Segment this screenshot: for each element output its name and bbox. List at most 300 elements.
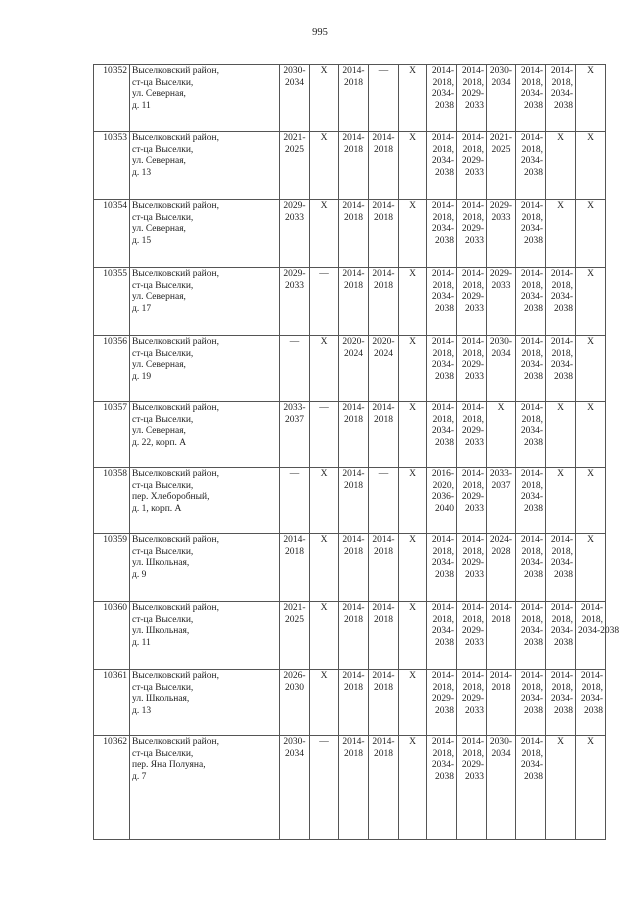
period-line: 2014- bbox=[520, 66, 543, 76]
period-line: 2018 bbox=[344, 546, 363, 557]
period-cell bbox=[427, 534, 457, 602]
period-line: 2020, bbox=[432, 480, 454, 491]
period-cell bbox=[516, 402, 546, 468]
period-line: 2034 bbox=[285, 77, 304, 88]
period-line: 2030- bbox=[283, 737, 306, 747]
period-line: 2029- bbox=[461, 89, 484, 99]
period-line: — bbox=[319, 737, 329, 747]
row-number: 10359 bbox=[94, 534, 130, 602]
period-line: 2038 bbox=[435, 705, 454, 716]
period-cell bbox=[280, 736, 310, 840]
period-line: 2029- bbox=[283, 269, 306, 279]
period-line: X bbox=[409, 201, 416, 211]
period-cell bbox=[280, 268, 310, 336]
period-line: 2014- bbox=[372, 133, 395, 143]
address-line: д. 7 bbox=[132, 771, 147, 782]
period-cell bbox=[546, 200, 576, 268]
period-line: 2029- bbox=[461, 558, 484, 568]
table-row bbox=[94, 132, 606, 200]
period-cell bbox=[339, 402, 369, 468]
period-line: 2018, bbox=[432, 682, 454, 693]
period-line: 2034- bbox=[431, 360, 454, 370]
period-cell bbox=[576, 534, 606, 602]
table-row bbox=[94, 670, 606, 736]
period-line: 2038 bbox=[524, 705, 543, 716]
address-cell bbox=[130, 736, 280, 840]
period-line: 2029- bbox=[461, 360, 484, 370]
period-cell bbox=[399, 268, 427, 336]
period-line: 2014- bbox=[550, 603, 573, 613]
period-line: 2018 bbox=[374, 546, 393, 557]
period-line: 2028 bbox=[491, 546, 511, 557]
address-line: ст-ца Выселки, bbox=[132, 414, 194, 425]
period-line: 2018, bbox=[521, 280, 543, 291]
table-row bbox=[94, 402, 606, 468]
period-line: 2038 bbox=[435, 371, 454, 382]
period-cell bbox=[280, 336, 310, 402]
address-line: ул. Северная, bbox=[132, 426, 186, 436]
address-line: Выселковский район, bbox=[132, 403, 219, 413]
period-line: 2033 bbox=[285, 280, 304, 291]
period-line: 2014- bbox=[431, 133, 454, 143]
period-line: 2014- bbox=[550, 66, 573, 76]
period-cell bbox=[427, 336, 457, 402]
period-line: 2029- bbox=[431, 694, 454, 704]
address-line: ул. Школьная, bbox=[132, 626, 190, 636]
period-line: 2014- bbox=[489, 603, 513, 613]
period-line: 2033 bbox=[491, 212, 511, 223]
period-line: 2034- bbox=[520, 156, 543, 166]
period-cell bbox=[487, 132, 516, 200]
period-line: 2018 bbox=[344, 614, 363, 625]
period-line: 2021- bbox=[283, 603, 306, 613]
row-number: 10355 bbox=[94, 268, 130, 336]
period-line: 2018 bbox=[344, 480, 363, 491]
period-line: 2018 bbox=[374, 682, 393, 693]
period-line: 2014- bbox=[461, 133, 484, 143]
address-cell bbox=[130, 65, 280, 132]
address-line: ул. Школьная, bbox=[132, 694, 190, 704]
period-line: 2018, bbox=[581, 614, 603, 625]
address-cell bbox=[130, 602, 280, 670]
period-cell bbox=[310, 336, 339, 402]
period-cell bbox=[457, 200, 487, 268]
period-cell bbox=[280, 402, 310, 468]
period-line: X bbox=[587, 535, 594, 545]
period-cell bbox=[280, 65, 310, 132]
address-line: ст-ца Выселки, bbox=[132, 144, 194, 155]
period-cell bbox=[576, 200, 606, 268]
period-line: 2033 bbox=[465, 371, 484, 382]
period-cell bbox=[427, 468, 457, 534]
period-cell bbox=[427, 65, 457, 132]
period-line: 2020- bbox=[372, 337, 395, 347]
period-cell bbox=[339, 670, 369, 736]
row-number: 10354 bbox=[94, 200, 130, 268]
period-line: 2034 bbox=[491, 748, 511, 759]
period-line: 2018, bbox=[551, 546, 573, 557]
address-line: ст-ца Выселки, bbox=[132, 614, 194, 625]
period-cell bbox=[339, 602, 369, 670]
address-line: Выселковский район, bbox=[132, 737, 219, 747]
period-line: 2014- bbox=[520, 469, 543, 479]
period-line: 2034- bbox=[431, 292, 454, 302]
address-line: д. 15 bbox=[132, 235, 152, 246]
period-cell bbox=[310, 736, 339, 840]
period-line: 2029- bbox=[489, 201, 513, 211]
period-line: 2018, bbox=[462, 77, 484, 88]
period-line: 2018, bbox=[462, 682, 484, 693]
period-line: X bbox=[587, 403, 594, 413]
period-line: 2018 bbox=[344, 77, 363, 88]
period-cell bbox=[399, 736, 427, 840]
period-cell bbox=[399, 65, 427, 132]
period-line: 2018, bbox=[462, 280, 484, 291]
address-cell bbox=[130, 268, 280, 336]
period-line: 2018, bbox=[521, 212, 543, 223]
period-line: 2034- bbox=[520, 694, 543, 704]
period-line: 2018, bbox=[462, 144, 484, 155]
period-cell bbox=[576, 602, 620, 670]
period-cell bbox=[516, 336, 546, 402]
table-row bbox=[94, 336, 606, 402]
period-cell bbox=[339, 200, 369, 268]
period-line: 2030 bbox=[285, 682, 304, 693]
period-cell bbox=[516, 602, 546, 670]
period-line: 2034- bbox=[431, 626, 454, 636]
period-line: 2014- bbox=[342, 66, 365, 76]
row-number: 10353 bbox=[94, 132, 130, 200]
period-cell bbox=[369, 602, 399, 670]
period-line: 2029- bbox=[461, 156, 484, 166]
row-number: 10356 bbox=[94, 336, 130, 402]
address-line: ул. Школьная, bbox=[132, 558, 190, 568]
period-line: X bbox=[409, 133, 416, 143]
period-cell bbox=[516, 468, 546, 534]
period-line: 2033 bbox=[285, 212, 304, 223]
period-line: 2014- bbox=[461, 469, 484, 479]
period-line: 2018, bbox=[432, 546, 454, 557]
period-cell bbox=[546, 602, 576, 670]
period-line: 2018, bbox=[521, 480, 543, 491]
period-cell bbox=[487, 268, 516, 336]
period-line: 2018 bbox=[344, 212, 363, 223]
period-line: 2033 bbox=[465, 303, 484, 314]
period-line: 2018, bbox=[551, 348, 573, 359]
address-line: Выселковский район, bbox=[132, 671, 219, 681]
period-line: 2025 bbox=[285, 614, 304, 625]
row-number: 10360 bbox=[94, 602, 130, 670]
period-line: 2014- bbox=[461, 269, 484, 279]
period-line: X bbox=[320, 337, 328, 347]
period-cell bbox=[399, 670, 427, 736]
address-line: д. 1, корп. А bbox=[132, 503, 182, 514]
address-line: ст-ца Выселки, bbox=[132, 348, 194, 359]
period-line: 2018, bbox=[432, 77, 454, 88]
period-line: 2014- bbox=[431, 269, 454, 279]
period-cell bbox=[457, 602, 487, 670]
period-line: X bbox=[557, 201, 564, 211]
period-line: 2033 bbox=[465, 771, 484, 782]
period-cell bbox=[546, 736, 576, 840]
period-line: 2024- bbox=[489, 535, 513, 545]
period-line: 2034-2038 bbox=[578, 626, 620, 636]
period-line: 2040 bbox=[435, 503, 454, 514]
period-line: 2014- bbox=[520, 337, 543, 347]
period-line: 2033- bbox=[283, 403, 306, 413]
period-line: 2038 bbox=[524, 371, 543, 382]
address-cell bbox=[130, 468, 280, 534]
period-line: 2018, bbox=[551, 614, 573, 625]
period-line: 2018, bbox=[432, 614, 454, 625]
address-cell bbox=[130, 336, 280, 402]
period-line: 2034- bbox=[520, 558, 543, 568]
period-line: 2014- bbox=[461, 737, 484, 747]
period-line: 2038 bbox=[435, 637, 454, 648]
period-line: 2018, bbox=[432, 144, 454, 155]
period-line: 2014- bbox=[342, 201, 365, 211]
address-line: Выселковский район, bbox=[132, 269, 219, 279]
period-line: 2018 bbox=[491, 614, 511, 625]
period-cell bbox=[546, 65, 576, 132]
period-line: 2018, bbox=[432, 348, 454, 359]
period-line: X bbox=[557, 737, 564, 747]
period-line: 2038 bbox=[584, 705, 603, 716]
period-cell bbox=[399, 132, 427, 200]
period-line: 2018 bbox=[374, 144, 393, 155]
period-line: 2014- bbox=[342, 737, 365, 747]
period-cell bbox=[369, 402, 399, 468]
period-line: 2033 bbox=[465, 235, 484, 246]
period-line: 2038 bbox=[524, 167, 543, 178]
period-line: 2029- bbox=[461, 292, 484, 302]
table-row bbox=[94, 468, 606, 534]
period-line: 2029- bbox=[461, 626, 484, 636]
period-line: 2038 bbox=[435, 437, 454, 448]
period-line: 2029- bbox=[461, 694, 484, 704]
period-line: 2029- bbox=[461, 224, 484, 234]
period-line: 2034- bbox=[431, 224, 454, 234]
period-line: 2018 bbox=[374, 414, 393, 425]
period-line: 2018, bbox=[462, 748, 484, 759]
period-line: 2014- bbox=[461, 603, 484, 613]
period-line: 2018, bbox=[462, 414, 484, 425]
period-cell bbox=[399, 534, 427, 602]
period-line: X bbox=[320, 201, 328, 211]
address-cell bbox=[130, 402, 280, 468]
period-line: 2014- bbox=[580, 671, 603, 681]
period-line: X bbox=[320, 66, 328, 76]
period-line: 2033 bbox=[465, 569, 484, 580]
period-line: X bbox=[409, 337, 416, 347]
address-line: ст-ца Выселки, bbox=[132, 212, 194, 223]
period-cell bbox=[339, 736, 369, 840]
period-line: 2034- bbox=[520, 760, 543, 770]
period-line: 2034- bbox=[431, 156, 454, 166]
period-line: 2018, bbox=[462, 212, 484, 223]
address-line: ст-ца Выселки, bbox=[132, 682, 194, 693]
period-line: 2014- bbox=[283, 535, 306, 545]
period-line: 2014- bbox=[431, 535, 454, 545]
period-line: 2021- bbox=[283, 133, 306, 143]
period-line: 2038 bbox=[524, 437, 543, 448]
period-line: 2018, bbox=[521, 348, 543, 359]
address-line: д. 13 bbox=[132, 167, 152, 178]
address-cell bbox=[130, 534, 280, 602]
period-cell bbox=[339, 268, 369, 336]
period-line: X bbox=[409, 269, 416, 279]
period-cell bbox=[280, 602, 310, 670]
period-cell bbox=[487, 336, 516, 402]
period-line: 2038 bbox=[524, 235, 543, 246]
period-cell bbox=[280, 200, 310, 268]
period-line: — bbox=[289, 337, 300, 347]
period-cell bbox=[457, 268, 487, 336]
period-cell bbox=[427, 268, 457, 336]
period-line: X bbox=[409, 671, 416, 681]
period-line: 2014- bbox=[372, 671, 395, 681]
period-line: 2014- bbox=[372, 603, 395, 613]
period-cell bbox=[546, 670, 576, 736]
period-line: X bbox=[320, 469, 328, 479]
period-line: X bbox=[557, 403, 564, 413]
period-line: X bbox=[587, 269, 594, 279]
period-cell bbox=[427, 736, 457, 840]
address-line: ул. Северная, bbox=[132, 360, 186, 370]
address-line: д. 11 bbox=[132, 100, 151, 111]
period-line: 2038 bbox=[524, 303, 543, 314]
period-cell bbox=[487, 402, 516, 468]
period-line: 2034 bbox=[491, 77, 511, 88]
period-line: — bbox=[289, 469, 300, 479]
period-line: X bbox=[409, 603, 416, 613]
period-cell bbox=[516, 132, 546, 200]
period-line: 2014- bbox=[372, 535, 395, 545]
period-line: X bbox=[320, 535, 328, 545]
period-line: 2014- bbox=[520, 671, 543, 681]
period-line: 2018, bbox=[462, 546, 484, 557]
period-line: 2018 bbox=[374, 212, 393, 223]
period-line: 2018, bbox=[432, 748, 454, 759]
period-line: 2024 bbox=[374, 348, 393, 359]
address-line: Выселковский район, bbox=[132, 133, 219, 143]
period-cell bbox=[576, 132, 606, 200]
table-row bbox=[94, 65, 606, 132]
period-line: 2018, bbox=[521, 748, 543, 759]
period-line: 2030- bbox=[489, 337, 513, 347]
period-cell bbox=[576, 736, 606, 840]
address-line: ст-ца Выселки, bbox=[132, 546, 194, 557]
period-line: 2034- bbox=[550, 558, 573, 568]
period-cell bbox=[280, 670, 310, 736]
address-line: ст-ца Выселки, bbox=[132, 480, 194, 491]
address-line: ул. Северная, bbox=[132, 292, 186, 302]
address-line: д. 13 bbox=[132, 705, 152, 716]
period-line: 2033 bbox=[465, 705, 484, 716]
period-cell bbox=[457, 468, 487, 534]
address-line: ст-ца Выселки, bbox=[132, 280, 194, 291]
period-line: 2038 bbox=[524, 637, 543, 648]
period-cell bbox=[399, 602, 427, 670]
period-cell bbox=[546, 336, 576, 402]
period-line: 2018, bbox=[432, 212, 454, 223]
period-line: 2033 bbox=[465, 100, 484, 111]
period-cell bbox=[369, 534, 399, 602]
table-row bbox=[94, 736, 606, 840]
period-line: 2014- bbox=[461, 66, 484, 76]
period-cell bbox=[399, 468, 427, 534]
period-line: 2033 bbox=[465, 437, 484, 448]
period-line: 2018 bbox=[344, 414, 363, 425]
period-line: 2018 bbox=[285, 546, 304, 557]
page-number: 995 bbox=[312, 27, 328, 38]
row-number: 10362 bbox=[94, 736, 130, 840]
period-line: 2033 bbox=[491, 280, 511, 291]
period-line: 2018, bbox=[462, 480, 484, 491]
period-line: 2014- bbox=[372, 269, 395, 279]
table-row bbox=[94, 200, 606, 268]
period-cell bbox=[399, 200, 427, 268]
period-line: 2014- bbox=[520, 269, 543, 279]
period-cell bbox=[427, 132, 457, 200]
period-line: 2014- bbox=[520, 603, 543, 613]
period-cell bbox=[369, 200, 399, 268]
period-line: 2038 bbox=[554, 303, 573, 314]
address-line: Выселковский район, bbox=[132, 201, 219, 211]
period-cell bbox=[516, 736, 546, 840]
period-line: 2025 bbox=[285, 144, 304, 155]
row-number: 10358 bbox=[94, 468, 130, 534]
period-line: 2038 bbox=[554, 371, 573, 382]
period-cell bbox=[487, 670, 516, 736]
period-line: 2034- bbox=[431, 89, 454, 99]
address-line: Выселковский район, bbox=[132, 66, 219, 76]
period-line: — bbox=[378, 469, 389, 479]
period-line: — bbox=[319, 403, 329, 413]
period-line: 2018, bbox=[462, 348, 484, 359]
period-cell bbox=[516, 670, 546, 736]
address-line: д. 17 bbox=[132, 303, 152, 314]
table-row bbox=[94, 602, 606, 670]
period-line: 2018, bbox=[521, 614, 543, 625]
period-cell bbox=[516, 268, 546, 336]
period-line: X bbox=[587, 201, 594, 211]
period-line: 2014- bbox=[342, 671, 365, 681]
period-line: 2020- bbox=[342, 337, 365, 347]
address-line: д. 11 bbox=[132, 637, 151, 648]
period-cell bbox=[457, 534, 487, 602]
period-line: 2014- bbox=[342, 403, 365, 413]
row-number: 10361 bbox=[94, 670, 130, 736]
period-line: 2018 bbox=[374, 614, 393, 625]
period-line: 2014- bbox=[550, 671, 573, 681]
table-row bbox=[94, 534, 606, 602]
period-line: 2014- bbox=[550, 269, 573, 279]
period-cell bbox=[457, 65, 487, 132]
period-cell bbox=[487, 65, 516, 132]
period-line: X bbox=[557, 133, 564, 143]
period-line: X bbox=[587, 66, 594, 76]
period-line: 2034- bbox=[520, 292, 543, 302]
period-cell bbox=[487, 602, 516, 670]
period-line: 2014- bbox=[461, 403, 484, 413]
period-line: 2018, bbox=[432, 414, 454, 425]
address-line: ст-ца Выселки, bbox=[132, 748, 194, 759]
period-cell bbox=[339, 65, 369, 132]
period-cell bbox=[487, 736, 516, 840]
period-line: 2014- bbox=[342, 469, 365, 479]
period-line: 2034- bbox=[520, 426, 543, 436]
